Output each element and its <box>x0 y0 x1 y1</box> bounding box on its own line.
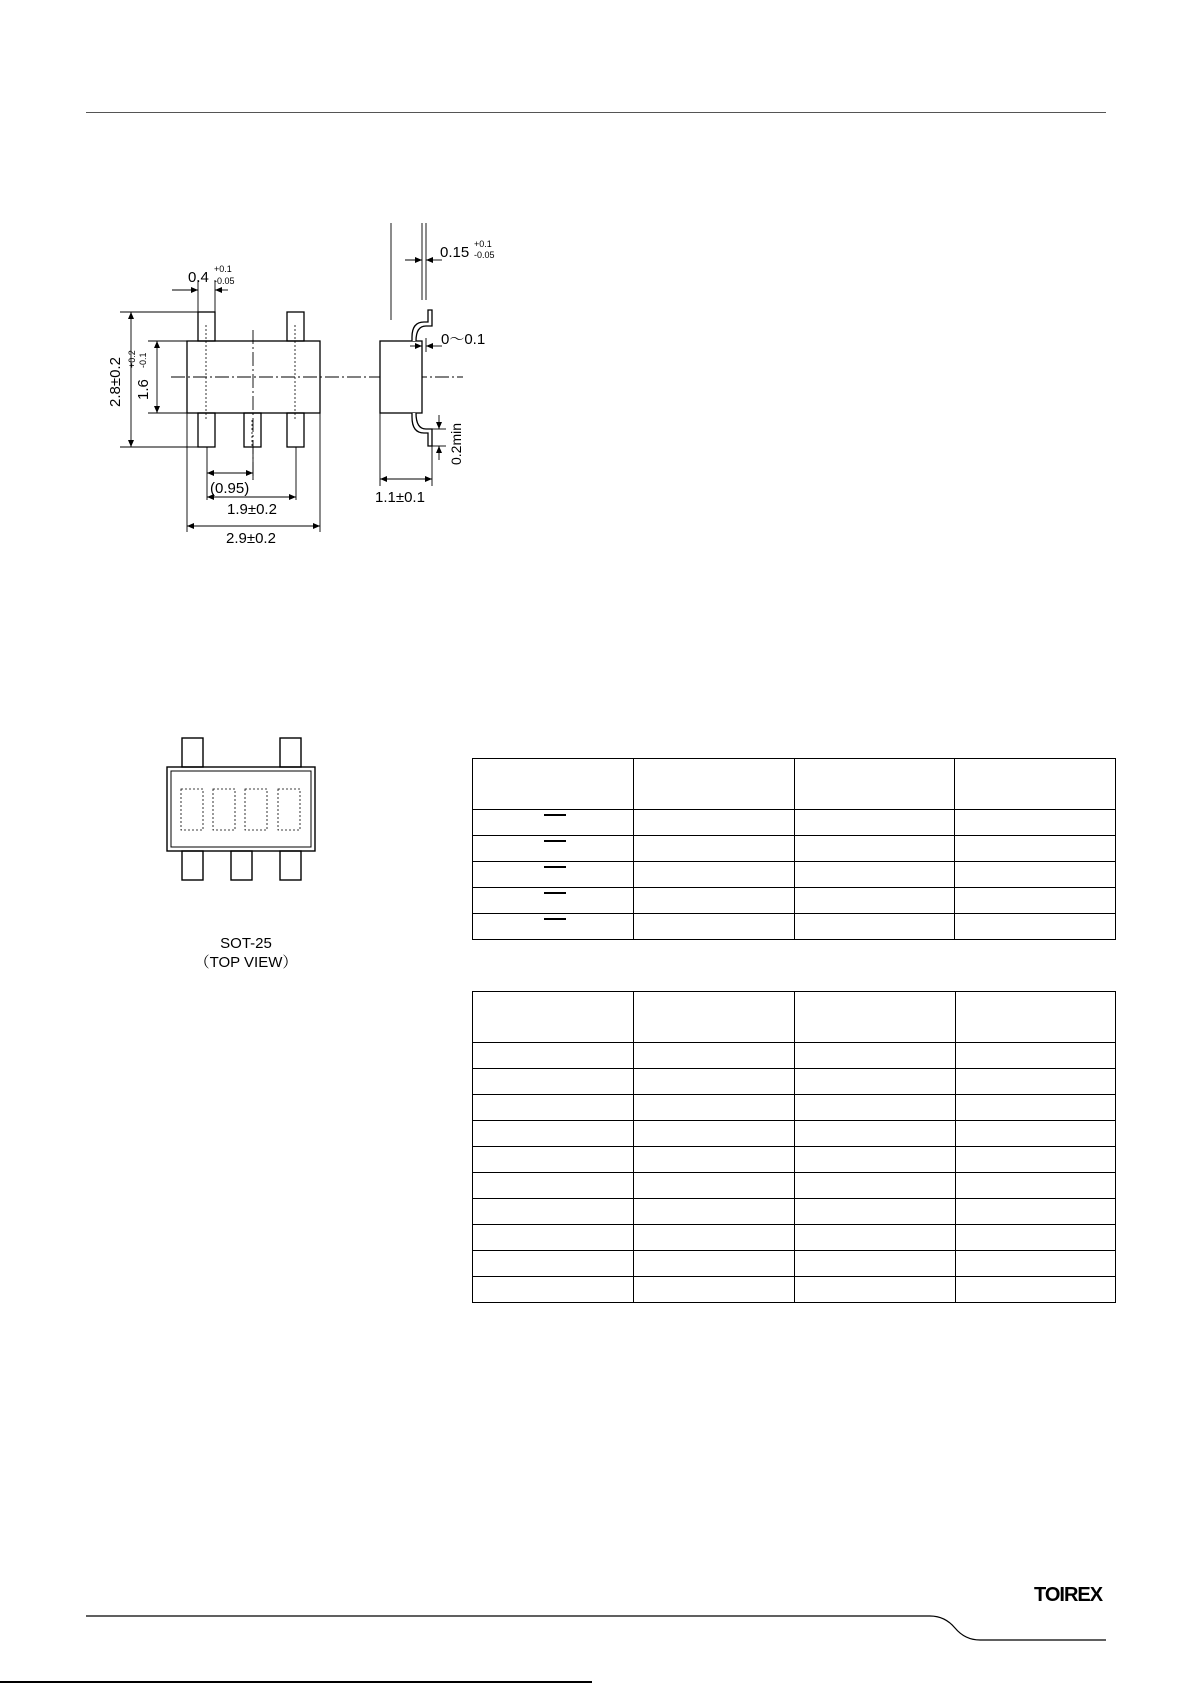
overbar-mark <box>544 892 566 894</box>
table-row <box>473 862 1116 888</box>
torex-logo: TOIREX <box>1034 1584 1103 1606</box>
table-row <box>473 914 1116 940</box>
dim-lead-thickness: 0.15 <box>440 244 470 261</box>
table-header-row <box>473 992 1116 1043</box>
table-row <box>473 1095 1116 1121</box>
table-row <box>473 1225 1116 1251</box>
dim-outer-pitch: 1.9±0.2 <box>227 501 277 518</box>
top-view-body <box>187 312 320 447</box>
dim-pitch: (0.95) <box>210 480 250 497</box>
table-row <box>473 1147 1116 1173</box>
dim-package-thickness: 1.1±0.1 <box>375 489 425 506</box>
table-2 <box>472 991 1116 1303</box>
package-name: SOT-25 <box>220 935 272 952</box>
dimension-tolerance: -0.05 <box>474 250 495 260</box>
table-row <box>473 1069 1116 1095</box>
dimension-tolerance: +0.1 <box>214 264 232 274</box>
table-row <box>473 810 1116 836</box>
dim-body-height: 1.6 <box>135 379 152 400</box>
table-row <box>473 1199 1116 1225</box>
overbar-mark <box>544 866 566 868</box>
table-row <box>473 1121 1116 1147</box>
dim-body-width: 2.9±0.2 <box>226 530 276 547</box>
table-1 <box>472 758 1116 940</box>
overbar-mark <box>544 814 566 816</box>
dim-standoff: 0～0.1 <box>441 331 486 348</box>
dim-total-height: 2.8±0.2 <box>107 357 124 407</box>
dimension-tolerance: -0.1 <box>138 352 148 368</box>
table-row <box>473 1251 1116 1277</box>
table-row <box>473 1043 1116 1069</box>
dimension-tolerance: +0.2 <box>127 350 137 368</box>
table-row <box>473 888 1116 914</box>
overbar-mark <box>544 918 566 920</box>
table-row <box>473 1277 1116 1303</box>
dim-lead-width: 0.4 <box>188 269 209 286</box>
dimension-tolerance: -0.05 <box>214 276 235 286</box>
package-view-label: （TOP VIEW） <box>194 954 298 971</box>
dimension-tolerance: +0.1 <box>474 239 492 249</box>
overbar-mark <box>544 840 566 842</box>
page-edge-bar <box>0 1681 592 1683</box>
table-row <box>473 836 1116 862</box>
table-row <box>473 1173 1116 1199</box>
marking-diagram <box>167 738 315 880</box>
table-header-row <box>473 759 1116 810</box>
footer-rule <box>86 1616 1106 1640</box>
dim-lead-length: 0.2min <box>448 422 464 465</box>
